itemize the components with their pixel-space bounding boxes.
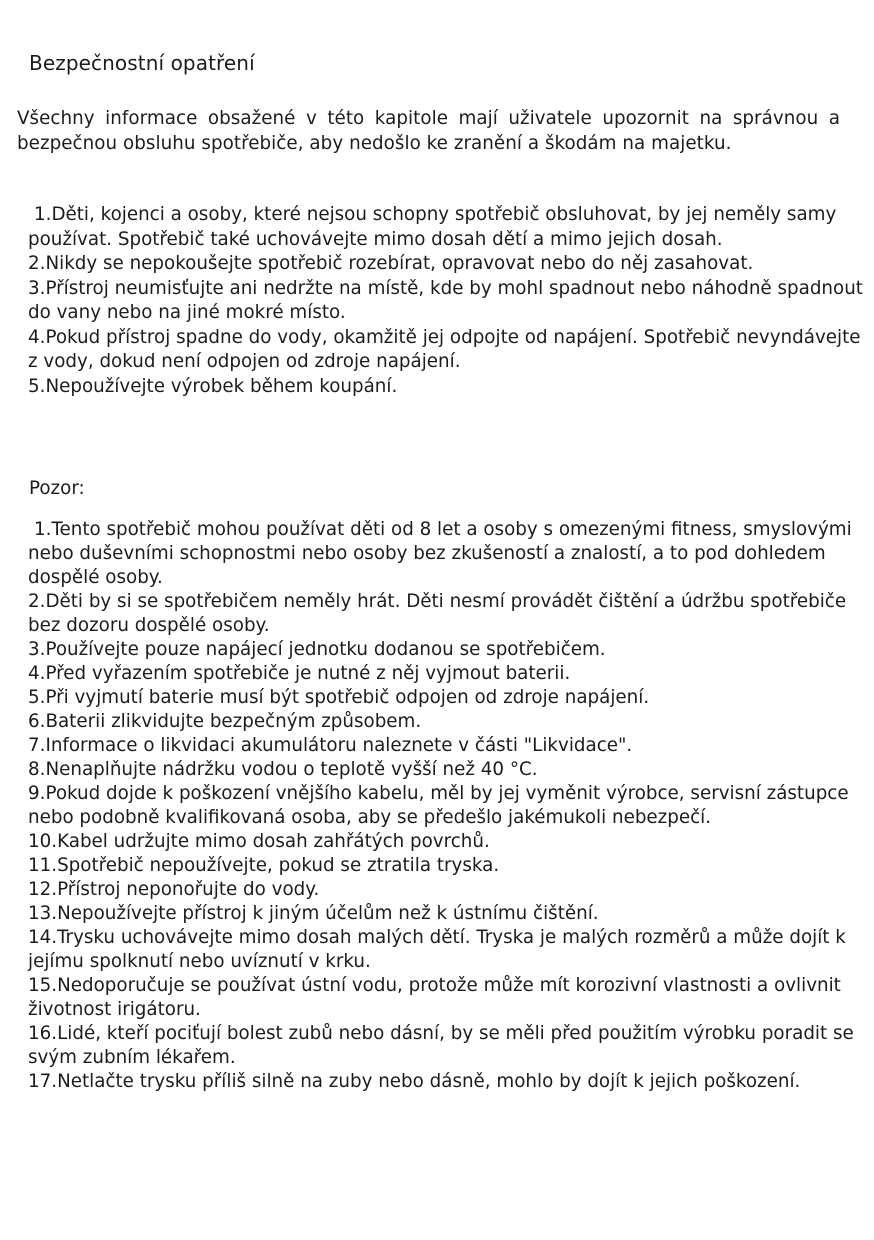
list-item: 17.Netlačte trysku příliš silně na zuby nebo dásně, mohlo by dojít k jejich poškození.	[28, 1071, 801, 1092]
list-item: 11.Spotřebič nepoužívejte, pokud se ztratila tryska.	[28, 855, 500, 876]
list-item: 2.Nikdy se nepokoušejte spotřebič rozebírat, opravovat nebo do něj zasahovat.	[28, 253, 754, 274]
list-item: 4.Pokud přístroj spadne do vody, okamžitě jej odpojte od napájení. Spotřebič nevyndávejte z vody, dokud není odpojen od zdroje napájení.	[28, 326, 861, 372]
list-item: 15.Nedoporučuje se používat ústní vodu, protože může mít korozivní vlastnosti a ovlivnit životnost irigátoru.	[28, 975, 841, 1020]
list-item: 12.Přístroj neponořujte do vody.	[28, 879, 320, 900]
list-item: 1.Děti, kojenci a osoby, které nejsou schopny spotřebič obsluhovat, by jej neměly samy používat. Spotřebič také uchovávejte mimo dosah dětí a mimo jejich dosah.	[28, 204, 837, 250]
list-item: 7.Informace o likvidaci akumulátoru naleznete v části "Likvidace".	[28, 735, 633, 756]
warning-list	[28, 518, 863, 1094]
list-item: 5.Nepoužívejte výrobek během koupání.	[28, 375, 398, 397]
list-item: 4.Před vyřazením spotřebiče je nutné z něj vyjmout baterii.	[28, 663, 571, 684]
warning-heading: Pozor:	[29, 478, 85, 499]
list-item: 10.Kabel udržujte mimo dosah zahřátých povrchů.	[28, 831, 490, 852]
intro-paragraph: Všechny informace obsažené v této kapitole mají uživatele upozornit na správnou a bezpečnou obsluhu spotřebiče, aby nedošlo ke zranění a škodám na majetku.	[17, 108, 840, 154]
list-item: 2.Děti by si se spotřebičem neměly hrát. Děti nesmí provádět čištění a údržbu spotřebiče bez dozoru dospělé osoby.	[28, 591, 847, 636]
list-item: 9.Pokud dojde k poškození vnějšího kabelu, měl by jej vyměnit výrobce, servisní zástupce nebo podobně kvalifikovaná osoba, aby se předešlo jakémukoli nebezpečí.	[28, 783, 849, 828]
list-item: 16.Lidé, kteří pociťují bolest zubů nebo dásní, by se měli před použitím výrobku poradit se svým zubním lékařem.	[28, 1023, 854, 1068]
list-item: 3.Přístroj neumisťujte ani nedržte na místě, kde by mohl spadnout nebo náhodně spadnout do vany nebo na jiné mokré místo.	[28, 277, 863, 323]
list-item: 6.Baterii zlikvidujte bezpečným způsobem.	[28, 711, 422, 732]
list-item: 8.Nenaplňujte nádržku vodou o teplotě vyšší než 40 °C.	[28, 759, 538, 780]
list-item: 3.Používejte pouze napájecí jednotku dodanou se spotřebičem.	[28, 639, 606, 660]
safety-list	[28, 203, 863, 399]
list-item: 13.Nepoužívejte přístroj k jiným účelům než k ústnímu čištění.	[28, 903, 599, 924]
list-item: 5.Při vyjmutí baterie musí být spotřebič odpojen od zdroje napájení.	[28, 687, 650, 708]
list-item: 1.Tento spotřebič mohou používat děti od 8 let a osoby s omezenými fitness, smyslovými nebo duševními schopnostmi nebo osoby bez zkušeností a znalostí, a to pod dohledem dospělé osoby.	[28, 519, 852, 588]
page-title: Bezpečnostní opatření	[29, 51, 255, 75]
list-item: 14.Trysku uchovávejte mimo dosah malých dětí. Tryska je malých rozměrů a může dojít k jejímu spolknutí nebo uvíznutí v krku.	[28, 927, 846, 972]
